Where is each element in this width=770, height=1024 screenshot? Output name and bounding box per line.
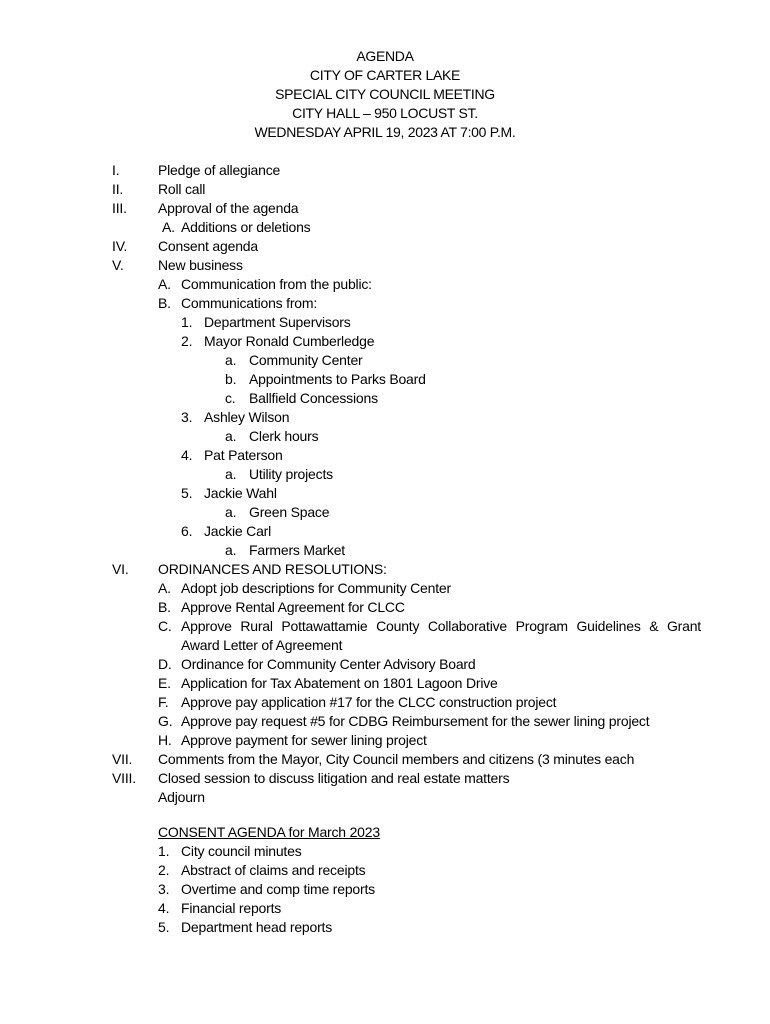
- item-number: VII.: [112, 751, 133, 767]
- consent-item: [0, 880, 770, 899]
- item-number: 1.: [181, 314, 193, 330]
- document-header: [0, 47, 770, 142]
- item-number: 3.: [181, 409, 193, 425]
- item-number: 5.: [181, 485, 193, 501]
- consent-agenda: [0, 823, 770, 937]
- consent-item: [0, 861, 770, 880]
- item-text: Ballfield Concessions: [249, 390, 378, 406]
- lettered-subitem: [0, 370, 770, 389]
- consent-title: CONSENT AGENDA for March 2023: [158, 824, 380, 840]
- item-text: New business: [158, 257, 243, 273]
- item-text: Ashley Wilson: [204, 409, 290, 425]
- agenda-item: [0, 788, 770, 807]
- item-text: Comments from the Mayor, City Council members and citizens (3 minutes each: [158, 751, 635, 767]
- item-text: Approval of the agenda: [158, 200, 299, 216]
- sub-item-text: Communication from the public:: [181, 276, 372, 292]
- sub-item-letter: B.: [158, 295, 171, 311]
- item-number: 3.: [158, 881, 170, 897]
- item-number: VI.: [112, 561, 129, 577]
- sub-item-text: Approve pay application #17 for the CLCC construction project: [181, 694, 557, 710]
- item-text: Abstract of claims and receipts: [181, 862, 366, 878]
- consent-heading-row: [0, 823, 770, 842]
- item-letter: a.: [225, 352, 237, 368]
- consent-item: [0, 842, 770, 861]
- item-text: Roll call: [158, 181, 206, 197]
- item-number: I.: [112, 162, 120, 178]
- sub-item: [0, 218, 770, 237]
- item-letter: c.: [225, 390, 236, 406]
- lettered-subitem: [0, 465, 770, 484]
- numbered-item: [0, 484, 770, 503]
- item-letter: a.: [225, 428, 237, 444]
- item-number: 1.: [158, 843, 170, 859]
- item-number: II.: [112, 181, 124, 197]
- item-text: Green Space: [249, 504, 330, 520]
- item-text: Pat Paterson: [204, 447, 283, 463]
- sub-item: [0, 655, 770, 674]
- agenda-item: [0, 237, 770, 256]
- lettered-subitem: [0, 351, 770, 370]
- item-text: Closed session to discuss litigation and real estate matters: [158, 770, 510, 786]
- sub-item-text: Application for Tax Abatement on 1801 Lagoon Drive: [181, 675, 498, 691]
- consent-item: [0, 918, 770, 937]
- numbered-item: [0, 332, 770, 351]
- item-number: III.: [112, 200, 127, 216]
- item-text: Department Supervisors: [204, 314, 351, 330]
- item-number: 2.: [158, 862, 170, 878]
- sub-item-text: Approve pay request #5 for CDBG Reimbursement for the sewer lining project: [181, 713, 650, 729]
- agenda-item: [0, 199, 770, 218]
- sub-item-letter: B.: [158, 599, 171, 615]
- sub-item-letter: F.: [158, 694, 169, 710]
- sub-item-letter: E.: [158, 675, 171, 691]
- agenda-item: [0, 750, 770, 769]
- sub-item-text: Ordinance for Community Center Advisory Board: [181, 656, 476, 672]
- sub-item-text: Adopt job descriptions for Community Center: [181, 580, 451, 596]
- item-text: Utility projects: [249, 466, 333, 482]
- item-number: 4.: [181, 447, 193, 463]
- sub-item: [0, 294, 770, 313]
- sub-item: [0, 712, 770, 731]
- agenda-list: [0, 161, 770, 807]
- sub-item: [0, 617, 770, 655]
- item-text: Overtime and comp time reports: [181, 881, 375, 897]
- item-text: Consent agenda: [158, 238, 258, 254]
- sub-item-letter: C.: [158, 618, 172, 634]
- sub-item-text: Approve payment for sewer lining project: [181, 732, 427, 748]
- item-letter: a.: [225, 504, 237, 520]
- item-text: ORDINANCES AND RESOLUTIONS:: [158, 561, 387, 577]
- agenda-item: [0, 161, 770, 180]
- item-letter: a.: [225, 542, 237, 558]
- header-line: WEDNESDAY APRIL 19, 2023 AT 7:00 P.M.: [254, 124, 516, 140]
- header-line: SPECIAL CITY COUNCIL MEETING: [275, 86, 495, 102]
- item-text: Appointments to Parks Board: [249, 371, 426, 387]
- agenda-item: [0, 769, 770, 788]
- agenda-item: [0, 180, 770, 199]
- sub-item-letter: A.: [158, 580, 171, 596]
- sub-item-text: Approve Rural Pottawattamie County Collaborative Program Guidelines & Grant Award Letter of Agreement: [181, 618, 701, 653]
- sub-item: [0, 693, 770, 712]
- item-text: Mayor Ronald Cumberledge: [204, 333, 375, 349]
- item-text: Department head reports: [181, 919, 333, 935]
- item-number: VIII.: [112, 770, 136, 786]
- lettered-subitem: [0, 503, 770, 522]
- item-number: IV.: [112, 238, 128, 254]
- numbered-item: [0, 313, 770, 332]
- item-number: V.: [112, 257, 124, 273]
- sub-item-letter: D.: [158, 656, 172, 672]
- lettered-subitem: [0, 427, 770, 446]
- sub-item-letter: G.: [158, 713, 173, 729]
- item-number: 5.: [158, 919, 170, 935]
- consent-item: [0, 899, 770, 918]
- sub-item-letter: A.: [158, 276, 171, 292]
- lettered-subitem: [0, 541, 770, 560]
- numbered-item: [0, 408, 770, 427]
- item-text: Clerk hours: [249, 428, 319, 444]
- adjourn-text: Adjourn: [158, 789, 205, 805]
- sub-item-text: Approve Rental Agreement for CLCC: [181, 599, 405, 615]
- item-number: 4.: [158, 900, 170, 916]
- sub-item: [0, 674, 770, 693]
- item-text: Farmers Market: [249, 542, 345, 558]
- agenda-item: [0, 256, 770, 275]
- numbered-item: [0, 522, 770, 541]
- item-text: Financial reports: [181, 900, 282, 916]
- lettered-subitem: [0, 389, 770, 408]
- header-line: CITY HALL – 950 LOCUST ST.: [292, 105, 478, 121]
- item-number: 2.: [181, 333, 193, 349]
- sub-item-text: Communications from:: [181, 295, 318, 311]
- sub-item-letter: H.: [158, 732, 172, 748]
- sub-item-text: Additions or deletions: [181, 219, 311, 235]
- header-line: CITY OF CARTER LAKE: [309, 67, 461, 83]
- item-text: Jackie Wahl: [204, 485, 277, 501]
- item-letter: b.: [225, 371, 237, 387]
- sub-item: [0, 579, 770, 598]
- header-line: AGENDA: [356, 48, 414, 64]
- agenda-item: [0, 560, 770, 579]
- item-number: 6.: [181, 523, 193, 539]
- numbered-item: [0, 446, 770, 465]
- sub-item-letter: A.: [162, 219, 175, 235]
- item-text: Community Center: [249, 352, 363, 368]
- item-text: Pledge of allegiance: [158, 162, 281, 178]
- sub-item: [0, 275, 770, 294]
- item-letter: a.: [225, 466, 237, 482]
- item-text: Jackie Carl: [204, 523, 272, 539]
- item-text: City council minutes: [181, 843, 302, 859]
- sub-item: [0, 598, 770, 617]
- sub-item: [0, 731, 770, 750]
